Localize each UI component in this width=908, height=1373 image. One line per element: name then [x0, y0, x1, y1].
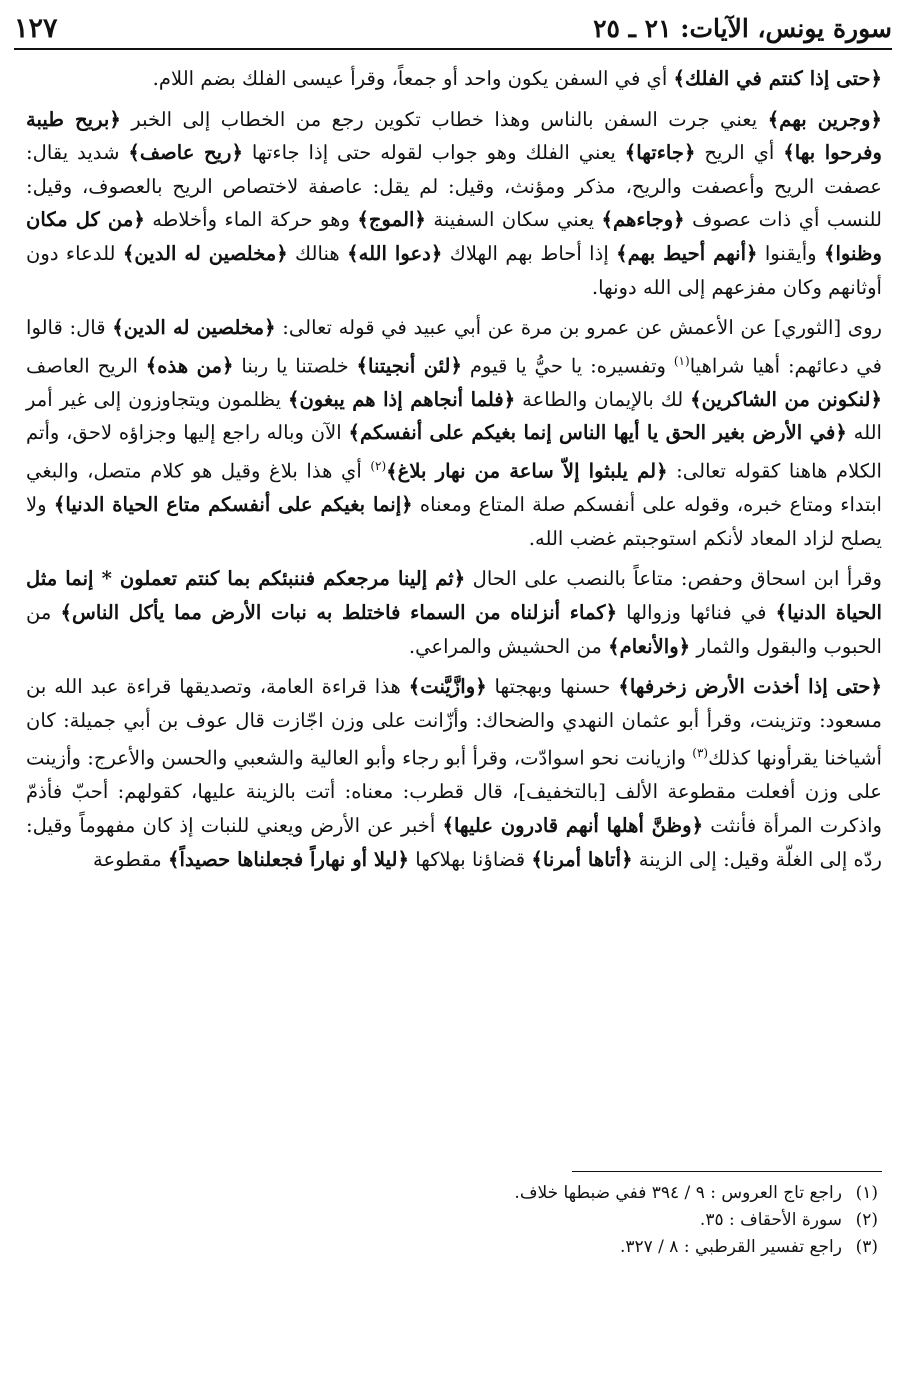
footnote-text: راجع تفسير القرطبي : ٨ / ٣٢٧.	[619, 1237, 842, 1257]
footnote-text: سورة الأحقاف : ٣٥.	[699, 1210, 842, 1230]
commentary-text: خلصتنا يا ربنا	[233, 354, 357, 378]
quran-quote: ﴿ من كل مكان وظنوا ﴾	[26, 208, 882, 265]
footnote-divider	[572, 1171, 882, 1172]
quran-quote: ﴿ لم يلبثوا إلاّ ساعة من نهار بلاغ ﴾	[386, 460, 667, 483]
commentary-text: وقرأ ابن اسحاق وحفص: متاعاً بالنصب على الحال	[465, 567, 882, 591]
quran-quote: ﴿ دعوا الله ﴾	[347, 242, 442, 265]
quran-quote: ﴿ أتاها أمرنا ﴾	[531, 848, 632, 871]
commentary-text: من الحبوب والبقول والثمار	[26, 600, 882, 658]
footnote-reference: (١)	[673, 353, 690, 368]
quran-quote: ﴿ وازَّيَّنت ﴾	[409, 675, 487, 698]
surah-verse-title: سورة يونس، الآيات: ٢١ ـ ٢٥	[593, 13, 892, 43]
quran-quote: ﴿ ريح عاصف ﴾	[128, 141, 243, 164]
quran-quote: ﴿ حتى إذا أخذت الأرض زخرفها ﴾	[618, 675, 882, 698]
quran-quote: ﴿ مخلصين له الدين ﴾	[123, 242, 288, 265]
commentary-text: قال: قالوا في دعائهم: أهيا شراهيا	[26, 316, 883, 378]
commentary-text: وازيانت نحو اسوادّت، وقرأ أبو رجاء وأبو العالية والشعبي والحسن والأعرج: وأزينت على وزن أفعلت مقطوعة الألف [بالتخفيف]، قال قطرب: معناه: أتت بالزينة عليها، كقولهم: أحبّ فأذمّ واذكرت المرأة فأنثت	[26, 746, 883, 838]
commentary-text: في فنائها وزوالها	[617, 600, 776, 624]
commentary-text: أي الريح	[695, 141, 784, 165]
commentary-text: روى [الثوري] عن الأعمش عن عمرو بن مرة عن أبي عبيد في قوله تعالى:	[275, 316, 882, 340]
footnote-item	[30, 1180, 878, 1207]
commentary-text: أخبر عن الأرض ويعني للنبات إذ كان مفهوماً وقيل: ردّه إلى الغلّة وقيل: إلى الزينة	[26, 814, 882, 871]
quran-quote: ﴿ حتى إذا كنتم في الفلك ﴾	[674, 67, 882, 90]
page-number: ١٢٧	[14, 12, 58, 44]
commentary-text: أي هذا بلاغ وقيل هو كلام متصل، والبغي ابتداء ومتاع خبره، وقوله على أنفسكم صلة المتاع ومعناه	[26, 459, 882, 517]
quran-quote: ﴿ كماء أنزلناه من السماء فاختلط به نبات الأرض مما يأكل الناس ﴾	[60, 601, 617, 624]
quran-quote: ﴿ وجاءهم ﴾	[602, 208, 685, 231]
page-header	[14, 8, 892, 50]
footnotes	[30, 1180, 878, 1261]
commentary-text: حسنها وبهجتها	[486, 675, 619, 699]
commentary-text: من الحشيش والمراعي.	[408, 634, 609, 658]
tafsir-paragraph	[26, 62, 882, 96]
quran-quote: ﴿ أنهم أحيط بهم ﴾	[616, 242, 757, 265]
quran-quote: ﴿ بريح طيبة وفرحوا بها ﴾	[26, 108, 882, 165]
commentary-text: الريح العاصف	[26, 354, 146, 378]
footnote-reference: (٣)	[692, 746, 709, 761]
commentary-text: شديد يقال: عصفت الريح وأعصفت والريح، مذكر ومؤنث، وقيل: لم يقل: عاصفة لاختصاص الريح بالعصوف، وقيل: للنسب أي ذات عصوف	[26, 141, 883, 232]
commentary-text: الآن وباله راجع إليها وجزاؤه لاحق، وأتم الكلام هاهنا كقوله تعالى:	[26, 421, 882, 483]
quran-quote: ﴿ في الأرض بغير الحق يا أيها الناس إنما بغيكم على أنفسكم ﴾	[349, 421, 847, 444]
commentary-text: للدعاء دون أوثانهم وكان مفزعهم إلى الله دونها.	[26, 241, 882, 299]
commentary-text: أي في السفن يكون واحد أو جمعاً، وقرأ عيسى الفلك بضم اللام.	[152, 67, 674, 90]
tafsir-body	[26, 62, 882, 883]
commentary-text: يعني الفلك وهو جواب لقوله حتى إذا جاءتها	[243, 141, 625, 165]
quran-quote: ﴿ مخلصين له الدين ﴾	[112, 316, 275, 339]
quran-quote: ﴿ فلما أنجاهم إذا هم يبغون ﴾	[288, 388, 515, 411]
footnote-reference: (٢)	[370, 459, 387, 474]
quran-quote: ﴿ والأنعام ﴾	[608, 635, 690, 658]
commentary-text: لك بالإيمان والطاعة	[515, 387, 691, 411]
commentary-text: قضاؤنا بهلاكها	[409, 847, 532, 871]
commentary-text: إذا أحاط بهم الهلاك	[442, 241, 617, 265]
footnote-text: راجع تاج العروس : ٩ / ٣٩٤ ففي ضبطها خلاف.	[514, 1183, 842, 1203]
tafsir-paragraph	[26, 311, 882, 555]
quran-quote: ﴿ الموج ﴾	[357, 208, 425, 231]
quran-quote: ﴿ وجرين بهم ﴾	[768, 108, 882, 131]
tafsir-paragraph	[26, 670, 882, 876]
footnote-item	[30, 1234, 878, 1261]
commentary-text: هذا قراءة العامة، وتصديقها قراءة عبد الله بن مسعود: وتزينت، وقرأ أبو عثمان النهدي والضحاك: وأزّانت على وزن اجّازت قال عوف بن أبي جميلة: كان أشياخنا يقرأونها كذلك	[26, 675, 882, 770]
commentary-text: هنالك	[287, 241, 348, 265]
footnote-number: (٢)	[855, 1210, 878, 1230]
commentary-text: وهو حركة الماء وأخلاطه	[144, 208, 358, 232]
commentary-text: وأيقنوا	[757, 241, 824, 265]
quran-quote: ﴿ ثم إلينا مرجعكم فننبئكم بما كنتم تعملون * إنما مثل الحياة الدنيا ﴾	[26, 567, 882, 624]
commentary-text: ولا يصلح لزاد المعاد لأنكم استوجبتم غضب الله.	[26, 493, 882, 550]
quran-quote: ﴿ من هذه ﴾	[146, 354, 234, 377]
tafsir-paragraph	[26, 562, 882, 663]
commentary-text: مقطوعة	[92, 847, 169, 871]
quran-quote: ﴿ وظنَّ أهلها أنهم قادرون عليها ﴾	[442, 814, 703, 837]
commentary-text: يعني جرت السفن بالناس وهذا خطاب تكوين رجع من الخطاب إلى الخبر	[120, 107, 768, 131]
commentary-text: يظلمون ويتجاوزون إلى غير أمر الله	[26, 387, 882, 445]
commentary-text: يعني سكان السفينة	[425, 208, 602, 232]
quran-quote: ﴿ ليلا أو نهاراً فجعلناها حصيداً ﴾	[168, 848, 409, 871]
quran-quote: ﴿ جاءتها ﴾	[625, 141, 696, 164]
footnote-number: (١)	[855, 1183, 878, 1203]
quran-quote: ﴿ لنكونن من الشاكرين ﴾	[690, 388, 882, 411]
tafsir-paragraph	[26, 103, 882, 305]
commentary-text: وتفسيره: يا حيُّ يا قيوم	[462, 354, 674, 378]
quran-quote: ﴿ إنما بغيكم على أنفسكم متاع الحياة الدنيا ﴾	[54, 493, 413, 516]
footnote-item	[30, 1207, 878, 1234]
quran-quote: ﴿ لئن أنجيتنا ﴾	[357, 354, 462, 377]
footnote-number: (٣)	[855, 1237, 878, 1257]
